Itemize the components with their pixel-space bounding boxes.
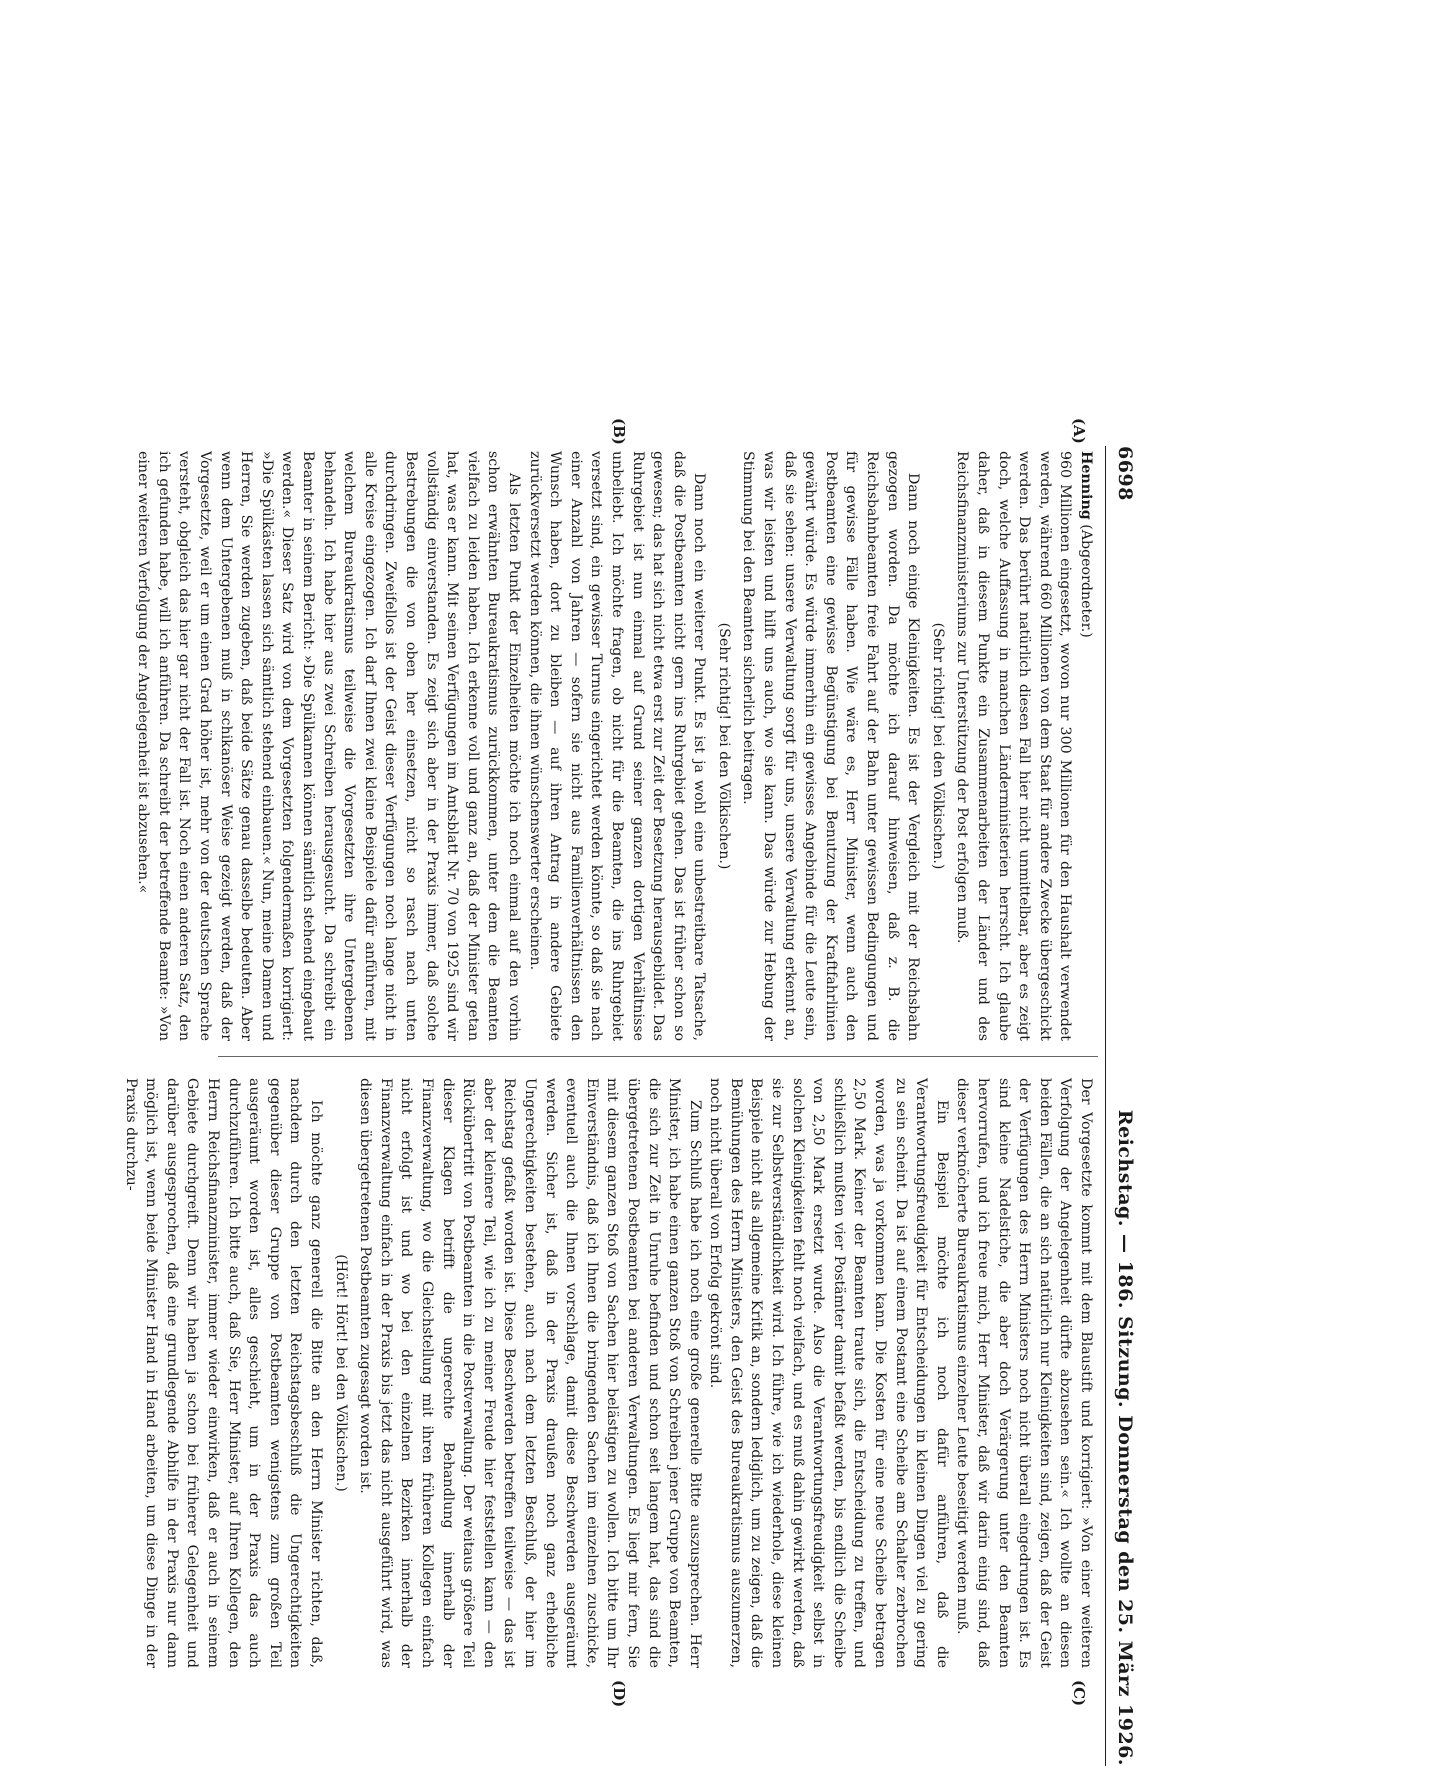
interjection: (Sehr richtig! bei den Völkischen.)	[715, 622, 732, 870]
paragraph: Dann noch ein weiterer Punkt. Es ist ja wohl eine unbestreitbare Tatsache, daß die Postbeamten nicht gern ins Ruhrgebiet gehen. Das ist früher schon so gewesen; das hat sich nicht etwa erst zur Zeit der Besetzung herausgebildet. Das Ruhrgebiet ist nun einmal auf Grund seiner ganzen dortigen Verhältnisse unbeliebt. Ich möchte fragen, ob nicht für die Beamten, die ins Ruhrgebiet versetzt sind, ein gewisser Turnus eingerichtet werden könnte, so daß sie nach einer Anzahl von Jahren — sofern sie nicht aus Familienverhältnissen den Wunsch haben, dort zu bleiben — auf ihren Antrag in andere Gebiete zurückversetzt werden können, die ihnen wünschenswerter erscheinen.	[526, 451, 708, 1041]
right-column	[120, 1078, 1096, 1668]
paragraph: Dann noch einige Kleinigkeiten. Es ist der Vergleich mit der Reichsbahn gezogen worden. Da möchte ich darauf hinweisen, daß z. B. die Reichsbahnbeamten freie Fahrt auf der Bahn unter gewissen Bedingungen und für gewisse Fälle haben. Wie wäre es, Herr Minister, wenn auch den Postbeamten eine gewisse Begünstigung bei Benutzung der Kraftfahrlinien gewährt würde. Es würde immerhin ein gewisses Angebinde für die Leute sein, daß sie sehen: unsere Verwaltung sorgt für uns, unsere Verwaltung erkennt an, was wir leisten und hilft uns auch, wo sie kann. Das würde zur Hebung der Stimmung bei den Beamten sicherlich beitragen.	[740, 451, 922, 1041]
interjection: (Sehr richtig! bei den Völkischen.)	[929, 622, 946, 870]
page-header	[1114, 446, 1136, 1766]
paragraph: Der Vorgesetzte kommt mit dem Blaustift und korrigiert: »Von einer weiteren Verfolgung der Angelegenheit dürfte abzusehen sein.« Ich wollte an diesen beiden Fällen, die an sich natürlich nur Kleinigkeiten sind, zeigen, daß der Geist der Verfügungen des Herrn Ministers noch nicht überall eingedrungen ist. Es sind kleine Nadelstiche, die aber doch Verärgerung unter den Beamten hervorrufen, und ich freue mich, Herr Minister, daß wir darin einig sind, daß dieser verknöcherte Bureaukratismus einzelner Leute beseitigt werden muß.	[954, 1078, 1094, 1668]
paragraph: Ein Beispiel möchte ich noch dafür anführen, daß die Verantwortungsfreudigkeit für Entscheidungen in kleinen Dingen viel zu gering zu sein scheint. Da ist auf einem Postamt eine Scheibe am Schalter zerbrochen worden, was ja vorkommen kann. Die Kosten für eine neue Scheibe betragen 2,50 Mark. Keiner der Beamten traute sich, die Entscheidung zu treffen, und schließlich mußten vier Postämter damit befaßt werden, bis endlich die Scheibe von 2,50 Mark ersetzt wurde. Also die Verantwortungsfreudigkeit selbst in solchen Kleinigkeiten fehlt noch vielfach, und es muß dahin gewirkt werden, daß sie zur Selbstverständlichkeit wird. Ich führe, wie ich wiederhole, diese kleinen Beispiele nicht als allgemeine Kritik an, sondern lediglich, um zu zeigen, daß die Bemühungen des Herrn Ministers, den Geist des Bureaukratismus auszumerzen, noch nicht überall von Erfolg gekrönt sind.	[707, 1078, 950, 1668]
interjection: (Hört! Hört! bei den Völkischen.)	[332, 1254, 349, 1492]
paragraph: Ich möchte ganz generell die Bitte an den Herrn Minister richten, daß, nachdem durch den letzten Reichstagsbeschluß die Ungerechtigkeiten gegenüber dieser Gruppe von Postbeamten wenigstens zum großen Teil ausgeräumt worden ist, alles geschieht, um in der Praxis das auch durchzuführen. Ich bitte auch, daß Sie, Herr Minister, auf Ihren Kollegen, den Herrn Reichsfinanzminister, immer wieder einwirken, daß er auch in seinem Gebiete durchgreift. Denn wir haben ja schon bei früherer Gelegenheit und darüber ausgesprochen, daß eine grundlegende Abhilfe in der Praxis nur dann möglich ist, wenn beide Minister Hand in Hand arbeiten, um diese Dinge in der Praxis durchzu-	[122, 1078, 325, 1668]
paragraph: 960 Millionen eingesetzt, wovon nur 300 Millionen für den Haushalt verwendet werden, während 660 Millionen von dem Staat für andere Zwecke übergeschickt werden. Das berührt natürlich diesen Fall hier nicht unmittelbar, aber es zeigt doch, welche Auffassung in manchen Länderministerien herrscht. Ich glaube daher, daß in diesem Punkte ein Zusammenarbeiten der Länder und des Reichsfinanzministeriums zur Unterstützung der Post erfolgen muß.	[954, 451, 1074, 1041]
page-title: Reichstag. — 186. Sitzung. Donnerstag den 25. März 1926.	[1114, 1109, 1136, 1766]
speaker-line	[1075, 451, 1096, 1041]
speaker-name: Henning	[1078, 451, 1094, 520]
page-number: 6698	[1114, 446, 1136, 501]
column-separator	[218, 1056, 1098, 1057]
speaker-note: (Abgeordneter.)	[1078, 524, 1094, 638]
paragraph: Als letzten Punkt der Einzelheiten möchte ich noch einmal auf den vorhin schon erwähnten Bureaukratismus zurückkommen, unter dem die Beamten vielfach zu leiden haben. Ich erkenne voll und ganz an, daß der Minister getan hat, was er kann. Mit seinen Verfügungen im Amtsblatt Nr. 70 von 1925 sind wir vollständig einverstanden. Es zeigt sich aber in der Praxis immer, daß solche Bestrebungen die von oben her einsetzen, nicht so rasch nach unten durchdringen. Zweifellos ist der Geist dieser Verfügungen noch lange nicht in alle Kreise eingezogen. Ich darf Ihnen zwei kleine Beispiele dafür anführen, mit welchem Bureaukratismus teilweise die Vorgesetzten ihre Untergebenen behandeln. Ich habe hier aus zwei Schreiben herausgesucht. Da schreibt ein Beamter in seinem Bericht: »Die Spülkannen können sämtlich stehend eingebaut werden.« Dieser Satz wird von dem Vorgesetzten folgendermaßen korrigiert: »Die Spülkästen lassen sich sämtlich stehend einbauen.« Nun, meine Damen und Herren, Sie werden zugeben, daß beide Sätze genau dasselbe bedeuten. Aber wenn dem Untergebenen muß in schikanöser Weise gezeigt werden, daß der Vorgesetzte, weil er um einen Grad höher ist, mehr von der deutschen Sprache versteht, obgleich das hier gar nicht der Fall ist. Noch einen anderen Satz, den ich gefunden habe, will ich anführen. Da schreibt der betreffende Beamte: »Von einer weiteren Verfolgung der Angelegenheit ist abzusehen.«	[135, 451, 522, 1041]
header-rule	[1105, 446, 1106, 1766]
paragraph: Zum Schluß habe ich noch eine große generelle Bitte auszusprechen. Herr Minister, ich habe einen ganzen Stoß von Schreiben jener Gruppe von Beamten, die sich zur Zeit in Unruhe befinden und schon seit langem hat, das sind die übergetretenen Postbeamten bei anderen Verwaltungen. Es liegt mir fern, Sie mit diesem ganzen Stoß von Sachen hier belästigen zu wollen. Ich bitte um Ihr Einverständnis, daß ich Ihnen die bringenden Sachen im einzelnen zuschicke, eventuell auch die Ihnen vorschlage, damit diese Beschwerden ausgeräumt werden. Sicher ist, daß in der Praxis draußen noch ganz erhebliche Ungerechtigkeiten bestehen, auch nach dem letzten Beschluß, der hier im Reichstag gefaßt worden ist. Diese Beschwerden betreffen teilweise — das ist aber der kleinere Teil, wie ich zu meiner Freude hier feststellen kann — den Rückübertritt von Postbeamten in die Postverwaltung. Der weitaus größere Teil dieser Klagen betrifft die ungerechte Behandlung innerhalb der Finanzverwaltung, wo die Gleichstellung mit ihren früheren Kollegen einfach nicht erfolgt ist und wo bei den einzelnen Bezirken innerhalb der Finanzverwaltung einfach in der Praxis bis jetzt das nicht ausgeführt wird, was diesen übergetretenen Postbeamten zugesagt worden ist.	[357, 1078, 703, 1668]
margin-mark-c: (C)	[1070, 1680, 1088, 1707]
margin-mark-a: (A)	[1070, 418, 1088, 444]
document-page	[0, 246, 1188, 1766]
left-column	[133, 451, 1096, 1041]
margin-mark-d: (D)	[610, 1680, 628, 1708]
margin-mark-b: (B)	[610, 418, 628, 445]
